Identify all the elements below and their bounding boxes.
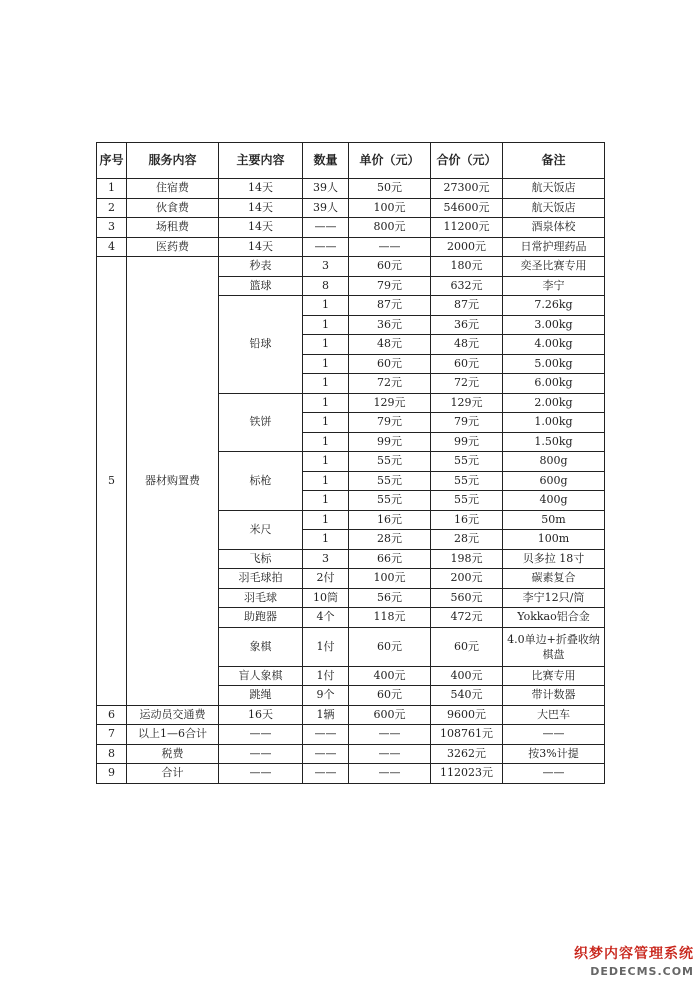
cell-total: 55元	[431, 491, 503, 511]
table-row	[97, 218, 605, 238]
cell-qty: 1	[303, 354, 349, 374]
cell-qty: 10筒	[303, 588, 349, 608]
cell-service: 场租费	[127, 218, 219, 238]
cell-qty: 1付	[303, 627, 349, 666]
cell-price: 800元	[349, 218, 431, 238]
cell-total: 180元	[431, 257, 503, 277]
cell-price: 60元	[349, 354, 431, 374]
cell-qty: 8	[303, 276, 349, 296]
cell-note: 7.26kg	[503, 296, 605, 316]
cell-content: 飞标	[219, 549, 303, 569]
cell-note: ——	[503, 725, 605, 745]
cell-no: 6	[97, 705, 127, 725]
cell-total: 79元	[431, 413, 503, 433]
cell-content: 盲人象棋	[219, 666, 303, 686]
cell-note: 600g	[503, 471, 605, 491]
table-row	[97, 257, 605, 277]
cell-note: 1.00kg	[503, 413, 605, 433]
cell-total: 72元	[431, 374, 503, 394]
cell-note: 5.00kg	[503, 354, 605, 374]
cell-note: 3.00kg	[503, 315, 605, 335]
cell-total: 560元	[431, 588, 503, 608]
cell-content: ——	[219, 764, 303, 784]
table-row	[97, 198, 605, 218]
cell-content: 标枪	[219, 452, 303, 511]
cell-content: 助跑器	[219, 608, 303, 628]
cell-total: 48元	[431, 335, 503, 355]
cell-note: 1.50kg	[503, 432, 605, 452]
cell-total: 400元	[431, 666, 503, 686]
cell-service: 合计	[127, 764, 219, 784]
cell-note: 50m	[503, 510, 605, 530]
cell-qty: ——	[303, 725, 349, 745]
cell-note: 4.0单边+折叠收纳棋盘	[503, 627, 605, 666]
cell-qty: 1	[303, 374, 349, 394]
cell-content: 象棋	[219, 627, 303, 666]
cell-price: 66元	[349, 549, 431, 569]
cell-note: 奕圣比赛专用	[503, 257, 605, 277]
cell-no: 7	[97, 725, 127, 745]
cell-qty: 1	[303, 491, 349, 511]
cell-price: 60元	[349, 627, 431, 666]
cell-qty: ——	[303, 764, 349, 784]
cell-price: 79元	[349, 413, 431, 433]
cell-qty: 39人	[303, 198, 349, 218]
table-row	[97, 725, 605, 745]
cell-content: 铅球	[219, 296, 303, 394]
cell-total: 198元	[431, 549, 503, 569]
cell-total: 3262元	[431, 744, 503, 764]
cell-qty: 1	[303, 393, 349, 413]
cell-no: 8	[97, 744, 127, 764]
header-service: 服务内容	[127, 143, 219, 179]
cell-qty: 2付	[303, 569, 349, 589]
cell-price: 28元	[349, 530, 431, 550]
cell-note: 日常护理药品	[503, 237, 605, 257]
cell-total: 87元	[431, 296, 503, 316]
cell-price: ——	[349, 237, 431, 257]
cell-note: 李宁12只/筒	[503, 588, 605, 608]
header-price: 单价（元）	[349, 143, 431, 179]
cell-price: 87元	[349, 296, 431, 316]
cell-content: ——	[219, 744, 303, 764]
header-qty: 数量	[303, 143, 349, 179]
cell-content: 14天	[219, 198, 303, 218]
cell-total: 112023元	[431, 764, 503, 784]
cell-note: 100m	[503, 530, 605, 550]
cell-price: 118元	[349, 608, 431, 628]
cell-service: 器材购置费	[127, 257, 219, 706]
cell-total: 540元	[431, 686, 503, 706]
cell-qty: 1	[303, 296, 349, 316]
watermark-main-text: 织梦内容管理系统	[574, 946, 694, 962]
cell-service: 医药费	[127, 237, 219, 257]
cell-note: 2.00kg	[503, 393, 605, 413]
cell-total: 108761元	[431, 725, 503, 745]
cell-price: 60元	[349, 257, 431, 277]
cell-price: 55元	[349, 471, 431, 491]
cell-no: 9	[97, 764, 127, 784]
header-note: 备注	[503, 143, 605, 179]
cell-no: 2	[97, 198, 127, 218]
cell-no: 3	[97, 218, 127, 238]
cell-note: 航天饭店	[503, 198, 605, 218]
header-total: 合价（元）	[431, 143, 503, 179]
cell-content: 羽毛球	[219, 588, 303, 608]
header-no: 序号	[97, 143, 127, 179]
cell-total: 54600元	[431, 198, 503, 218]
cell-price: 99元	[349, 432, 431, 452]
cell-note: 李宁	[503, 276, 605, 296]
table-row	[97, 705, 605, 725]
cell-qty: 1付	[303, 666, 349, 686]
cell-content: 跳绳	[219, 686, 303, 706]
cell-service: 运动员交通费	[127, 705, 219, 725]
cell-price: 36元	[349, 315, 431, 335]
cell-qty: 1	[303, 510, 349, 530]
cell-price: 55元	[349, 491, 431, 511]
cell-total: 55元	[431, 452, 503, 472]
cell-total: 200元	[431, 569, 503, 589]
cell-note: 带计数器	[503, 686, 605, 706]
cell-qty: 3	[303, 549, 349, 569]
cell-qty: 3	[303, 257, 349, 277]
cell-note: 航天饭店	[503, 179, 605, 199]
budget-table	[96, 142, 605, 784]
cell-qty: 1	[303, 471, 349, 491]
cell-qty: ——	[303, 744, 349, 764]
cell-total: 16元	[431, 510, 503, 530]
cell-total: 11200元	[431, 218, 503, 238]
table-row	[97, 744, 605, 764]
cell-price: 56元	[349, 588, 431, 608]
cell-content: 秒表	[219, 257, 303, 277]
cell-price: ——	[349, 725, 431, 745]
cell-qty: 1	[303, 413, 349, 433]
cell-total: 2000元	[431, 237, 503, 257]
cell-content: 14天	[219, 179, 303, 199]
cell-qty: 1	[303, 530, 349, 550]
cell-price: 72元	[349, 374, 431, 394]
cell-total: 129元	[431, 393, 503, 413]
cell-qty: ——	[303, 237, 349, 257]
cell-total: 632元	[431, 276, 503, 296]
cell-price: 79元	[349, 276, 431, 296]
cell-service: 伙食费	[127, 198, 219, 218]
cell-no: 1	[97, 179, 127, 199]
cell-note: 大巴车	[503, 705, 605, 725]
cell-price: 600元	[349, 705, 431, 725]
cell-qty: 1	[303, 432, 349, 452]
table-row	[97, 179, 605, 199]
cell-note: Yokkao铝合金	[503, 608, 605, 628]
cell-qty: 39人	[303, 179, 349, 199]
cell-no: 5	[97, 257, 127, 706]
cell-service: 以上1—6合计	[127, 725, 219, 745]
cell-note: ——	[503, 764, 605, 784]
cell-price: 16元	[349, 510, 431, 530]
cell-content: 羽毛球拍	[219, 569, 303, 589]
cell-qty: 1	[303, 315, 349, 335]
cell-content: 米尺	[219, 510, 303, 549]
cell-note: 6.00kg	[503, 374, 605, 394]
table-row	[97, 764, 605, 784]
watermark-sub-text: DEDECMS.COM	[590, 965, 694, 978]
cell-content: 16天	[219, 705, 303, 725]
cell-price: 60元	[349, 686, 431, 706]
watermark-logo	[560, 944, 694, 986]
cell-total: 28元	[431, 530, 503, 550]
cell-note: 贝多拉 18寸	[503, 549, 605, 569]
cell-content: 14天	[219, 218, 303, 238]
header-content: 主要内容	[219, 143, 303, 179]
table-row	[97, 237, 605, 257]
cell-content: 篮球	[219, 276, 303, 296]
cell-total: 472元	[431, 608, 503, 628]
cell-price: ——	[349, 764, 431, 784]
cell-service: 税费	[127, 744, 219, 764]
cell-note: 按3%计提	[503, 744, 605, 764]
cell-total: 55元	[431, 471, 503, 491]
cell-price: 100元	[349, 198, 431, 218]
cell-price: 100元	[349, 569, 431, 589]
cell-price: 50元	[349, 179, 431, 199]
cell-total: 99元	[431, 432, 503, 452]
cell-price: 400元	[349, 666, 431, 686]
cell-total: 27300元	[431, 179, 503, 199]
cell-price: 129元	[349, 393, 431, 413]
cell-content: 14天	[219, 237, 303, 257]
cell-no: 4	[97, 237, 127, 257]
cell-service: 住宿费	[127, 179, 219, 199]
cell-content: ——	[219, 725, 303, 745]
cell-qty: 1辆	[303, 705, 349, 725]
cell-qty: 4个	[303, 608, 349, 628]
cell-content: 铁饼	[219, 393, 303, 452]
cell-price: ——	[349, 744, 431, 764]
cell-total: 9600元	[431, 705, 503, 725]
cell-note: 酒泉体校	[503, 218, 605, 238]
cell-note: 比赛专用	[503, 666, 605, 686]
table-body	[97, 179, 605, 784]
cell-qty: ——	[303, 218, 349, 238]
cell-total: 36元	[431, 315, 503, 335]
cell-qty: 1	[303, 452, 349, 472]
cell-note: 400g	[503, 491, 605, 511]
table-header-row	[97, 143, 605, 179]
cell-qty: 9个	[303, 686, 349, 706]
cell-price: 48元	[349, 335, 431, 355]
cell-total: 60元	[431, 354, 503, 374]
cell-price: 55元	[349, 452, 431, 472]
cell-qty: 1	[303, 335, 349, 355]
cell-note: 800g	[503, 452, 605, 472]
cell-total: 60元	[431, 627, 503, 666]
cell-note: 4.00kg	[503, 335, 605, 355]
cell-note: 碳素复合	[503, 569, 605, 589]
